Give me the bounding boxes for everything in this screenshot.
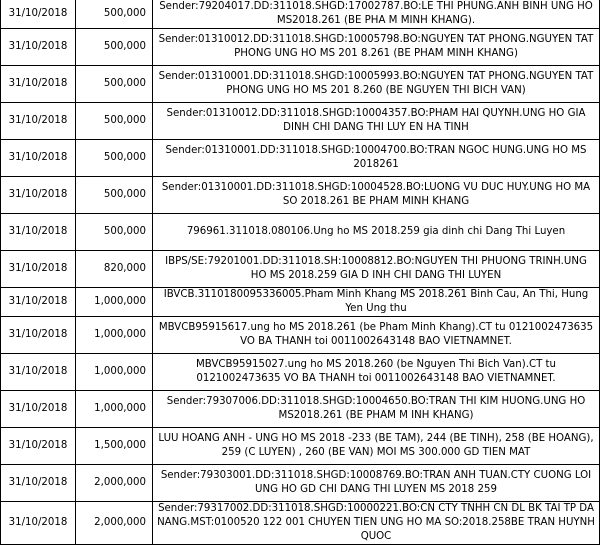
amount-cell: 2,000,000 bbox=[76, 465, 153, 502]
amount-cell: 1,000,000 bbox=[76, 391, 153, 428]
amount-cell: 500,000 bbox=[76, 214, 153, 251]
description-cell: Sender:01310001.DD:311018.SHGD:10004528.BO:LUONG VU DUC HUY.UNG HO MA SO 2018.261 BE PHAM MINH KHANG bbox=[153, 177, 600, 214]
amount-cell: 1,000,000 bbox=[76, 354, 153, 391]
description-cell: Sender:79204017.DD:311018.SHGD:17002787.BO:LE THI PHUNG.ANH BINH UNG HO MS2018.261 (BE PHA M MINH KHANG). bbox=[153, 0, 600, 29]
description-cell: IBPS/SE:79201001.DD:311018.SH:10008812.BO:NGUYEN THI PHUONG TRINH.UNG HO MS 2018.259 GIA D INH CHI DANG THI LUYEN bbox=[153, 251, 600, 288]
description-cell: 796961.311018.080106.Ung ho MS 2018.259 gia dinh chi Dang Thi Luyen bbox=[153, 214, 600, 251]
description-cell: Sender:01310001.DD:311018.SHGD:10005993.BO:NGUYEN TAT PHONG.NGUYEN TAT PHONG UNG HO MS 201 8.260 (BE NGUYEN THI BICH VAN) bbox=[153, 66, 600, 103]
table-row bbox=[1, 288, 600, 317]
table-row bbox=[1, 354, 600, 391]
table-row bbox=[1, 29, 600, 66]
date-cell: 31/10/2018 bbox=[1, 465, 76, 502]
description-cell: LUU HOANG ANH - UNG HO MS 2018 -233 (BE TAM), 244 (BE TINH), 258 (BE HOANG), 259 (C LUYEN) , 260 (BE VAN) MOI MS 300.000 GD TIEN MAT bbox=[153, 428, 600, 465]
table-row bbox=[1, 428, 600, 465]
date-cell: 31/10/2018 bbox=[1, 317, 76, 354]
amount-cell: 2,000,000 bbox=[76, 502, 153, 545]
date-cell: 31/10/2018 bbox=[1, 502, 76, 545]
amount-cell: 500,000 bbox=[76, 0, 153, 29]
table-row bbox=[1, 317, 600, 354]
description-cell: Sender:79317002.DD:311018.SHGD:10000221.BO:CN CTY TNHH CN DL BK TAI TP DA NANG.MST:0100520 122 001 CHUYEN TIEN UNG HO MA SO:2018.258BE TRAN HUYNH QUOC bbox=[153, 502, 600, 545]
description-cell: MBVCB95915617.ung ho MS 2018.261 (be Pham Minh Khang).CT tu 0121002473635 VO BA THANH toi 0011002643148 BAO VIETNAMNET. bbox=[153, 317, 600, 354]
description-cell: IBVCB.3110180095336005.Pham Minh Khang MS 2018.261 Binh Cau, An Thi, Hung Yen Ung thu bbox=[153, 288, 600, 317]
description-cell: Sender:01310012.DD:311018.SHGD:10005798.BO:NGUYEN TAT PHONG.NGUYEN TAT PHONG UNG HO MS 201 8.261 (BE PHAM MINH KHANG) bbox=[153, 29, 600, 66]
description-cell: Sender:79307006.DD:311018.SHGD:10004650.BO:TRAN THI KIM HUONG.UNG HO MS2018.261 (BE PHAM M INH KHANG) bbox=[153, 391, 600, 428]
date-cell: 31/10/2018 bbox=[1, 29, 76, 66]
amount-cell: 500,000 bbox=[76, 29, 153, 66]
table-row bbox=[1, 103, 600, 140]
table-row bbox=[1, 140, 600, 177]
table-row bbox=[1, 465, 600, 502]
amount-cell: 1,500,000 bbox=[76, 428, 153, 465]
description-cell: Sender:79303001.DD:311018.SHGD:10008769.BO:TRAN ANH TUAN.CTY CUONG LOI UNG HO GD CHI DANG THI LUYEN MS 2018 259 bbox=[153, 465, 600, 502]
date-cell: 31/10/2018 bbox=[1, 428, 76, 465]
date-cell: 31/10/2018 bbox=[1, 140, 76, 177]
table-row bbox=[1, 391, 600, 428]
date-cell: 31/10/2018 bbox=[1, 288, 76, 317]
table-row bbox=[1, 177, 600, 214]
table-row bbox=[1, 251, 600, 288]
date-cell: 31/10/2018 bbox=[1, 66, 76, 103]
table-row bbox=[1, 214, 600, 251]
amount-cell: 500,000 bbox=[76, 177, 153, 214]
table-row bbox=[1, 502, 600, 545]
description-cell: Sender:01310001.DD:311018.SHGD:10004700.BO:TRAN NGOC HUNG.UNG HO MS 2018261 bbox=[153, 140, 600, 177]
table-row bbox=[1, 66, 600, 103]
date-cell: 31/10/2018 bbox=[1, 391, 76, 428]
amount-cell: 1,000,000 bbox=[76, 317, 153, 354]
amount-cell: 820,000 bbox=[76, 251, 153, 288]
amount-cell: 1,000,000 bbox=[76, 288, 153, 317]
date-cell: 31/10/2018 bbox=[1, 354, 76, 391]
date-cell: 31/10/2018 bbox=[1, 214, 76, 251]
date-cell: 31/10/2018 bbox=[1, 177, 76, 214]
amount-cell: 500,000 bbox=[76, 66, 153, 103]
amount-cell: 500,000 bbox=[76, 140, 153, 177]
date-cell: 31/10/2018 bbox=[1, 0, 76, 29]
date-cell: 31/10/2018 bbox=[1, 251, 76, 288]
table-row bbox=[1, 0, 600, 29]
description-cell: Sender:01310012.DD:311018.SHGD:10004357.BO:PHAM HAI QUYNH.UNG HO GIA DINH CHI DANG THI LUY EN HA TINH bbox=[153, 103, 600, 140]
amount-cell: 500,000 bbox=[76, 103, 153, 140]
description-cell: MBVCB95915027.ung ho MS 2018.260 (be Nguyen Thi Bich Van).CT tu 0121002473635 VO BA THANH toi 0011002643148 BAO VIETNAMNET. bbox=[153, 354, 600, 391]
date-cell: 31/10/2018 bbox=[1, 103, 76, 140]
